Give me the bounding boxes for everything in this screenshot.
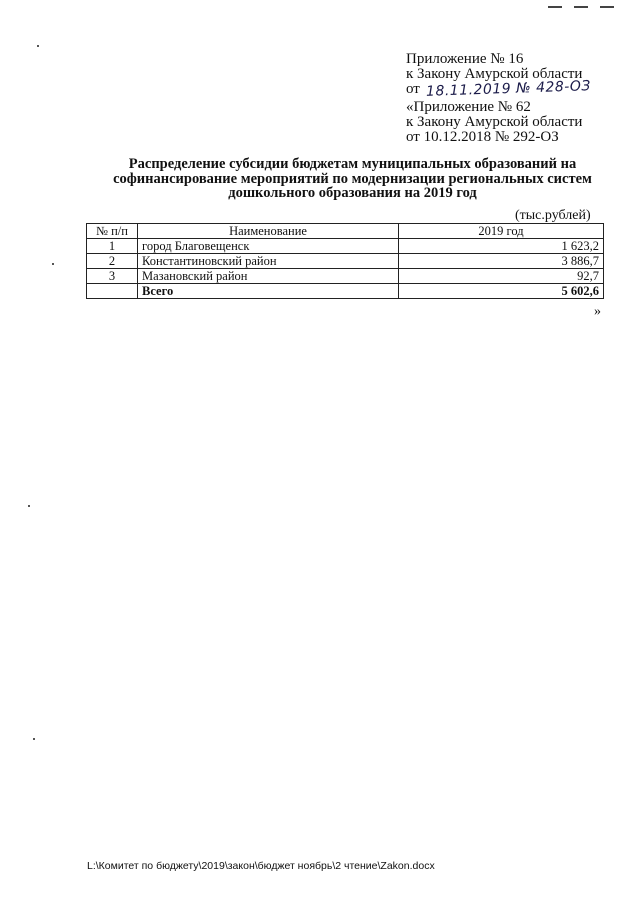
scan-speck bbox=[52, 263, 54, 265]
scan-speck bbox=[37, 45, 39, 47]
header-year: 2019 год bbox=[399, 224, 604, 239]
table-row bbox=[87, 254, 604, 269]
subsidy-table bbox=[86, 223, 604, 299]
row-municipality: Мазановский район bbox=[138, 269, 399, 284]
original-law-date: от 10.12.2018 № 292-ОЗ bbox=[406, 129, 559, 145]
total-number bbox=[87, 284, 138, 299]
table-row bbox=[87, 239, 604, 254]
appendix-date-prefix: от bbox=[406, 81, 420, 97]
appendix-number: Приложение № 16 bbox=[406, 51, 524, 67]
table-header-row bbox=[87, 224, 604, 239]
header-name: Наименование bbox=[138, 224, 399, 239]
document-title bbox=[60, 157, 640, 201]
scan-edge-mark bbox=[574, 6, 588, 8]
row-amount: 92,7 bbox=[399, 269, 604, 284]
appendix-date-line bbox=[406, 78, 591, 100]
footer-file-path: L:\Комитет по бюджету\2019\закон\бюджет ноябрь\2 чтение\Zakon.docx bbox=[87, 860, 435, 872]
scan-speck bbox=[33, 738, 35, 740]
row-municipality: Константиновский район bbox=[138, 254, 399, 269]
appendix-current-header bbox=[406, 51, 591, 100]
scan-speck bbox=[28, 505, 30, 507]
appendix-original-header bbox=[406, 100, 582, 145]
row-number: 3 bbox=[87, 269, 138, 284]
title-line: софинансирование мероприятий по модернизации региональных систем bbox=[113, 170, 592, 187]
handwritten-date-number: 18.11.2019 № 428-ОЗ bbox=[425, 78, 591, 100]
original-law-reference: к Закону Амурской области bbox=[406, 114, 583, 130]
original-appendix-number: «Приложение № 62 bbox=[406, 99, 531, 115]
scan-edge-mark bbox=[600, 6, 614, 8]
row-amount: 3 886,7 bbox=[399, 254, 604, 269]
row-number: 2 bbox=[87, 254, 138, 269]
title-line: дошкольного образования на 2019 год bbox=[228, 185, 477, 201]
header-number: № п/п bbox=[87, 224, 138, 239]
units-label: (тыс.рублей) bbox=[515, 208, 591, 223]
table-row bbox=[87, 269, 604, 284]
title-line: Распределение субсидии бюджетам муниципальных образований на bbox=[128, 156, 577, 172]
appendix-law-reference: к Закону Амурской области bbox=[406, 66, 583, 82]
total-amount: 5 602,6 bbox=[399, 284, 604, 299]
total-label: Всего bbox=[138, 284, 399, 299]
row-number: 1 bbox=[87, 239, 138, 254]
row-municipality: город Благовещенск bbox=[138, 239, 399, 254]
scan-edge-mark bbox=[548, 6, 562, 8]
closing-quote: » bbox=[594, 304, 601, 319]
row-amount: 1 623,2 bbox=[399, 239, 604, 254]
table-total-row bbox=[87, 284, 604, 299]
